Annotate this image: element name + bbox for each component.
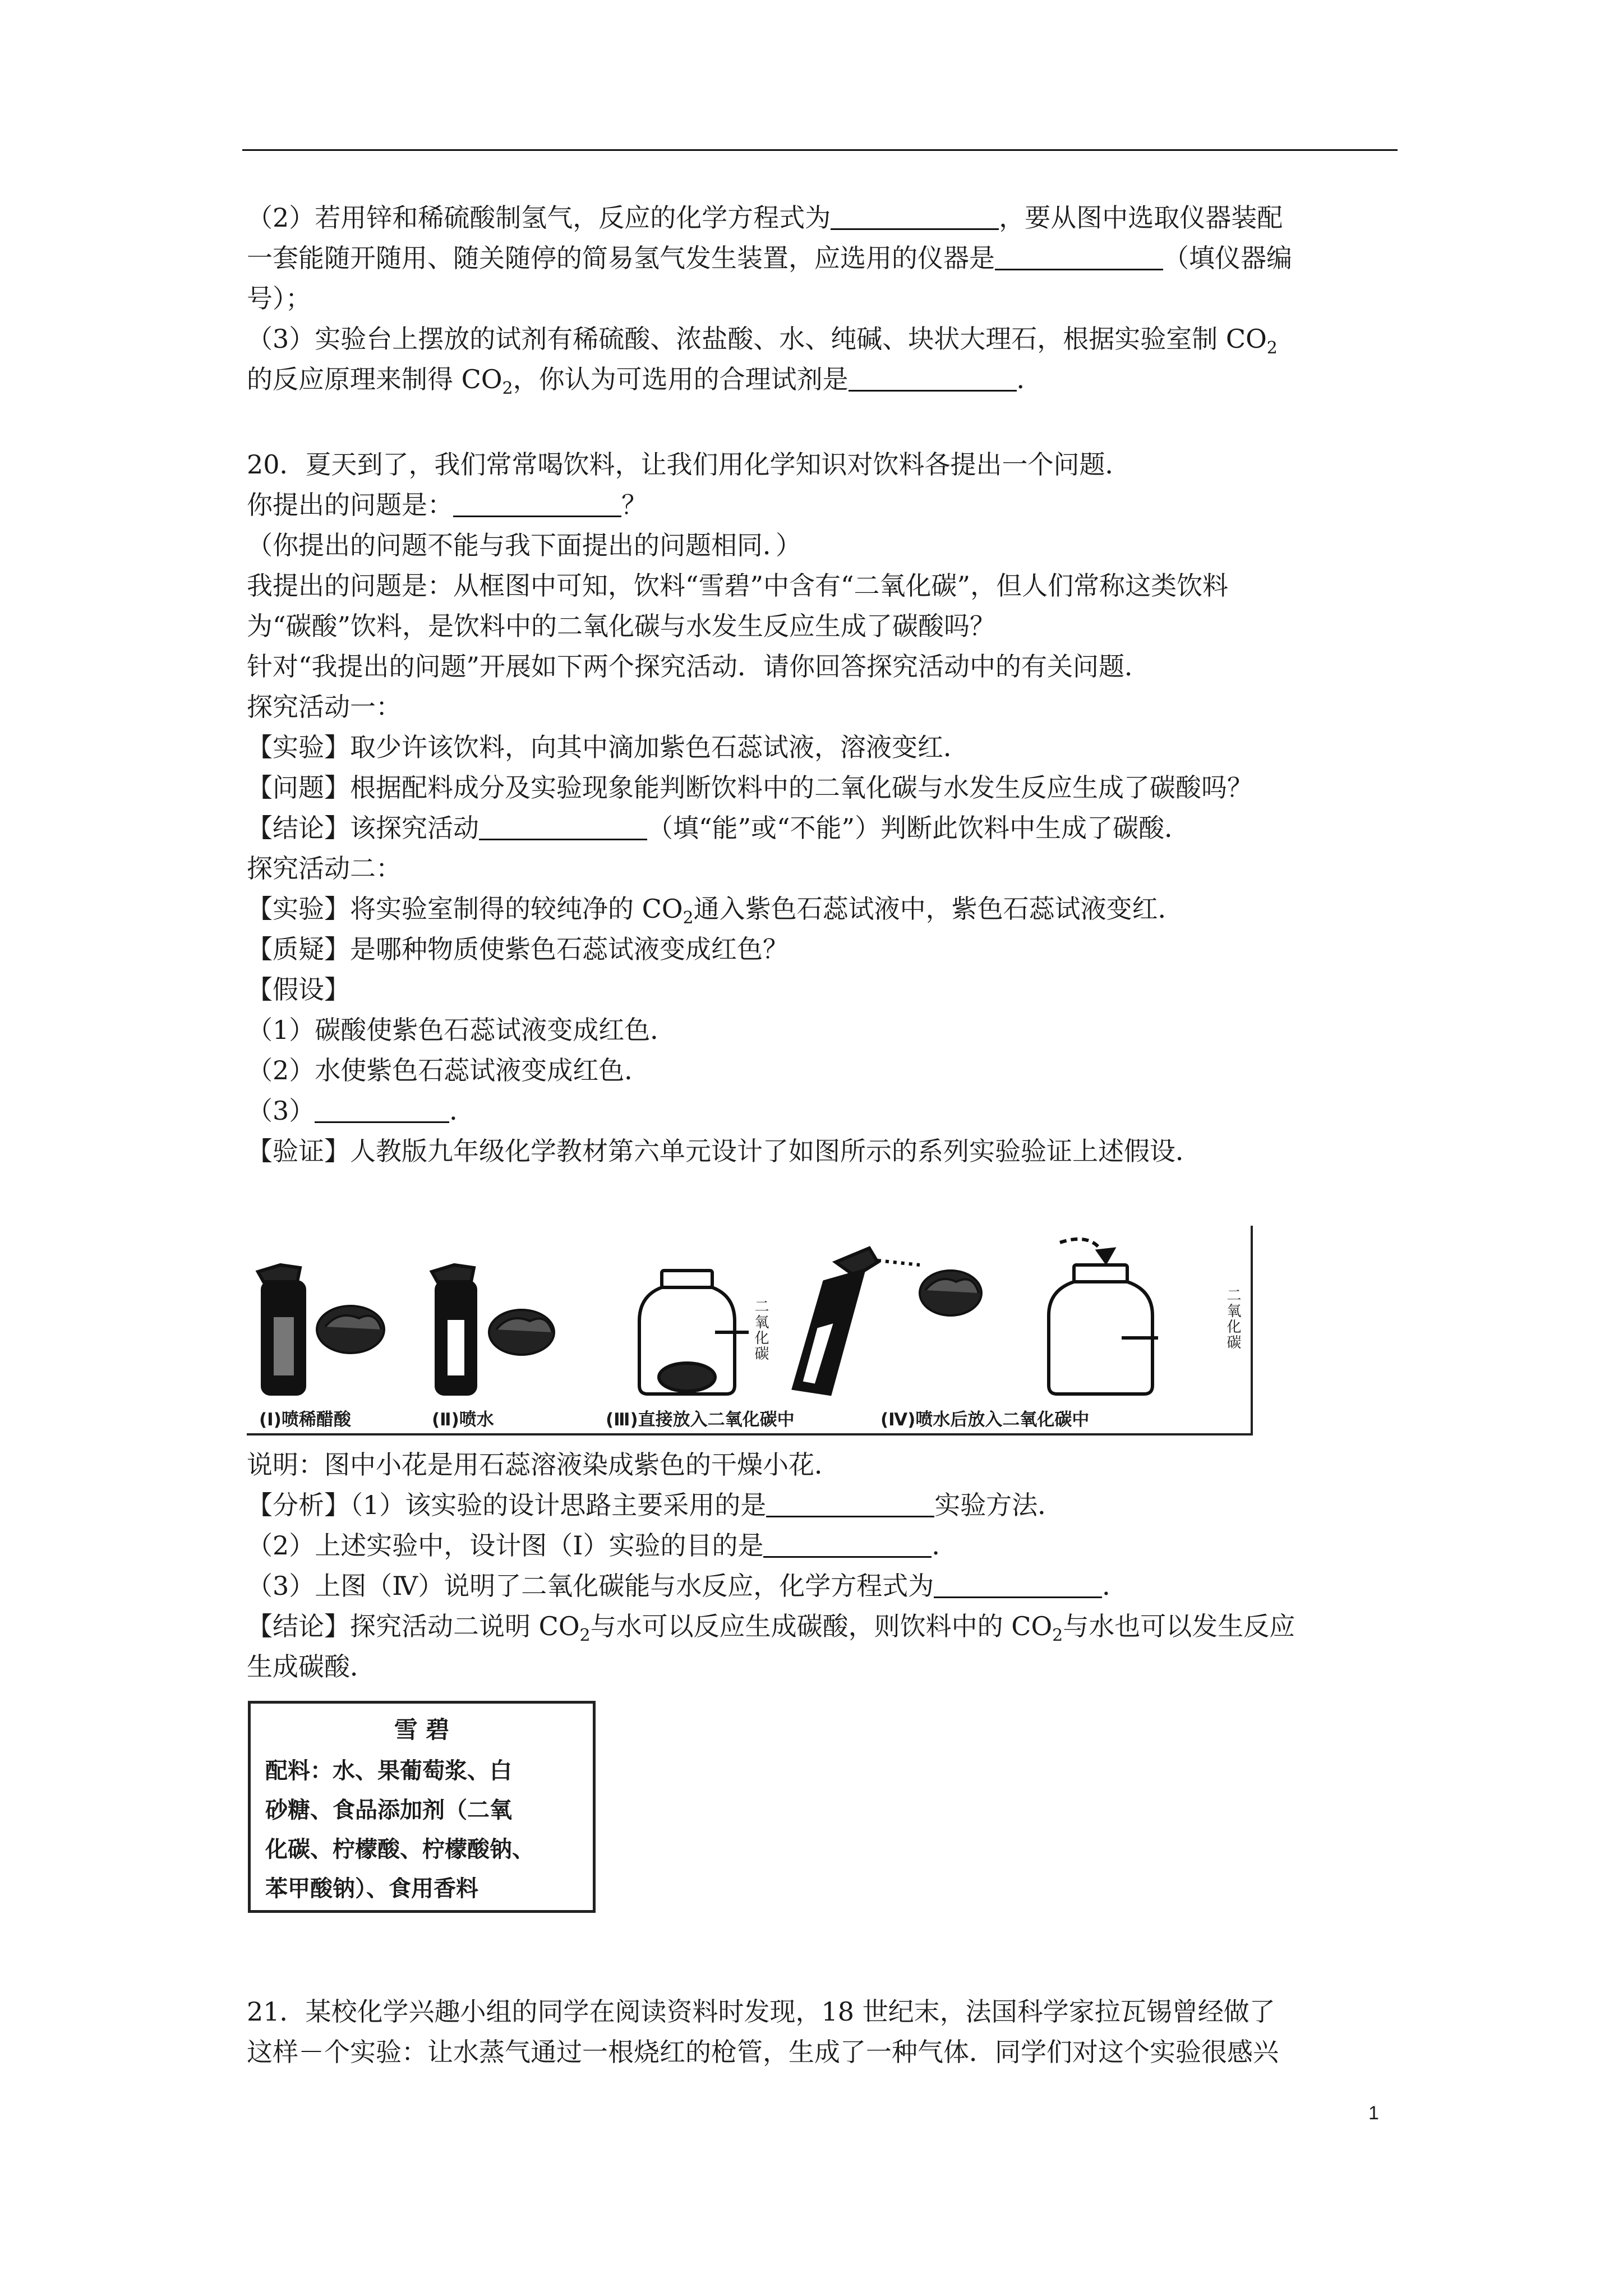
flower-4 <box>920 1271 981 1315</box>
text: （1）碳酸使紫色石蕊试液变成红色． <box>247 1015 676 1045</box>
label-title: 雪 碧 <box>394 1716 450 1743</box>
subscript: 2 <box>1266 338 1278 358</box>
text-line <box>247 808 1402 848</box>
text: 号）； <box>247 283 311 314</box>
text: ？ <box>621 490 647 520</box>
label-line: 苯甲酸钠）、食用香料 <box>265 1876 478 1902</box>
text: 【验证】人教版九年级化学教材第六单元设计了如图所示的系列实验验证上述假设． <box>247 1136 1201 1166</box>
caption-2: (Ⅱ)喷水 <box>432 1410 494 1430</box>
text-line <box>247 848 1402 889</box>
answer-blank[interactable] <box>315 1093 449 1123</box>
spray-bottle-1 <box>258 1265 305 1394</box>
spray-bottle-2 <box>432 1265 476 1394</box>
text: 【质疑】是哪种物质使紫色石蕊试液变成红色？ <box>247 934 789 964</box>
text-line <box>247 278 1402 319</box>
subscript: 2 <box>579 1626 591 1646</box>
analysis-text <box>247 1444 1402 1687</box>
spray-bottle-4 <box>794 1248 920 1394</box>
text: 探究活动一： <box>247 692 402 722</box>
text: （2）水使紫色石蕊试液变成红色． <box>247 1055 651 1085</box>
caption-1: (Ⅰ)喷稀醋酸 <box>259 1410 351 1430</box>
text-line <box>247 1606 1402 1646</box>
text: （3）上图（Ⅳ）说明了二氧化碳能与水反应，化学方程式为 <box>247 1571 934 1601</box>
text: ． <box>1102 1571 1128 1601</box>
question-20-title <box>247 444 1402 485</box>
text: ． <box>1016 364 1043 394</box>
question-21 <box>247 1991 1402 2072</box>
text-line <box>247 1444 1402 1485</box>
jar-4 <box>1049 1239 1158 1394</box>
text: 【假设】 <box>247 974 350 1005</box>
text-line <box>247 1991 1402 2032</box>
text-line <box>247 238 1402 278</box>
text: ，你认为可选用的合理试剂是 <box>513 364 849 394</box>
text-line <box>247 1525 1402 1566</box>
page-number: 1 <box>1368 2102 1379 2124</box>
answer-blank[interactable] <box>479 811 647 840</box>
text: 【问题】根据配料成分及实验现象能判断饮料中的二氧化碳与水发生反应生成了碳酸吗？ <box>247 772 1253 803</box>
text: 你提出的问题是： <box>247 490 453 520</box>
answer-blank[interactable] <box>453 487 621 517</box>
text: 我提出的问题是：从框图中可知，饮料“雪碧”中含有“二氧化碳”，但人们常称这类饮料 <box>247 570 1229 601</box>
text: ． <box>932 1530 958 1561</box>
text: 这样－个实验：让水蒸气通过一根烧红的枪管，生成了一种气体．同学们对这个实验很感兴 <box>247 2037 1279 2067</box>
label-line: 配料：水、果葡萄浆、白 <box>265 1758 512 1784</box>
text: （3）实验台上摆放的试剂有稀硫酸、浓盐酸、水、纯碱、块状大理石，根据实验室制 CO <box>247 324 1267 354</box>
text: （3） <box>247 1096 315 1126</box>
text-line <box>247 929 1402 969</box>
text: 20．夏天到了，我们常常喝饮料，让我们用化学知识对饮料各提出一个问题． <box>247 449 1131 480</box>
figure-captions <box>247 1401 1251 1430</box>
text: 【结论】探究活动二说明 CO <box>247 1611 580 1641</box>
text-line <box>247 525 1402 565</box>
main-text <box>247 197 1402 1171</box>
co2-label-2: 二氧化碳 <box>1224 1287 1241 1350</box>
text-line <box>247 1050 1402 1091</box>
text: 生成碳酸． <box>247 1651 376 1682</box>
text: 说明：图中小花是用石蕊溶液染成紫色的干燥小花． <box>247 1450 840 1480</box>
subscript: 2 <box>683 908 694 928</box>
text: （2）上述实验中，设计图（Ⅰ）实验的目的是 <box>247 1530 764 1561</box>
text-line <box>247 197 1402 238</box>
text-line <box>247 1131 1402 1171</box>
caption-3: (Ⅲ)直接放入二氧化碳中 <box>606 1410 795 1430</box>
experiment-figure <box>247 1226 1253 1435</box>
text-line <box>247 319 1402 359</box>
text-line <box>247 2032 1402 2072</box>
label-line: 化碳、柠檬酸、柠檬酸钠、 <box>265 1837 534 1862</box>
text: ． <box>449 1096 476 1126</box>
flower-1 <box>317 1306 384 1353</box>
answer-blank[interactable] <box>763 1528 932 1558</box>
text: 的反应原理来制得 CO <box>247 364 502 394</box>
text: （填“能”或“不能”）判断此饮料中生成了碳酸． <box>647 813 1191 843</box>
sprite-ingredient-label <box>248 1701 596 1913</box>
text-line <box>247 969 1402 1010</box>
text-line <box>247 646 1402 687</box>
answer-blank[interactable] <box>995 241 1163 270</box>
answer-blank[interactable] <box>934 1568 1102 1598</box>
jar-3 <box>639 1271 749 1394</box>
text: （你提出的问题不能与我下面提出的问题相同．） <box>247 530 801 560</box>
text: 探究活动二： <box>247 853 402 884</box>
caption-4: (Ⅳ)喷水后放入二氧化碳中 <box>880 1410 1090 1430</box>
text-line <box>247 767 1402 808</box>
text-line <box>247 727 1402 767</box>
text-line <box>247 485 1402 525</box>
text-line <box>247 687 1402 727</box>
text: ，要从图中选取仪器装配 <box>999 203 1283 233</box>
text: （2）若用锌和稀硫酸制氢气，反应的化学方程式为 <box>247 203 831 233</box>
text: 21．某校化学兴趣小组的同学在阅读资料时发现，18 世纪末，法国科学家拉瓦锡曾经做了 <box>247 1996 1275 2027</box>
text-line <box>247 1566 1402 1606</box>
answer-blank[interactable] <box>766 1488 934 1517</box>
answer-blank[interactable] <box>831 200 999 230</box>
text-line <box>247 1646 1402 1687</box>
text-line <box>247 889 1402 929</box>
text: 与水可以反应生成碳酸，则饮料中的 CO <box>590 1611 1053 1641</box>
text-line <box>247 565 1402 606</box>
text: 实验方法． <box>934 1490 1064 1520</box>
text-line <box>247 606 1402 646</box>
text: 【实验】取少许该饮料，向其中滴加紫色石蕊试液，溶液变红． <box>247 732 969 762</box>
subscript: 2 <box>502 379 513 399</box>
subscript: 2 <box>1052 1626 1063 1646</box>
experiment-illustration <box>247 1226 1251 1401</box>
label-line: 砂糖、食品添加剂（二氧 <box>265 1797 512 1823</box>
text: 与水也可以发生反应 <box>1063 1611 1295 1641</box>
text: 【结论】该探究活动 <box>247 813 479 843</box>
co2-label-1: 二氧化碳 <box>752 1299 769 1361</box>
text: 一套能随开随用、随关随停的简易氢气发生装置，应选用的仪器是 <box>247 243 995 273</box>
text: 【分析】（1）该实验的设计思路主要采用的是 <box>247 1490 767 1520</box>
text: （填仪器编 <box>1163 243 1292 273</box>
flower-2 <box>489 1310 554 1355</box>
text: 针对“我提出的问题”开展如下两个探究活动．请你回答探究活动中的有关问题． <box>247 651 1151 682</box>
text-line <box>247 1010 1402 1050</box>
text: 为“碳酸”饮料，是饮料中的二氧化碳与水发生反应生成了碳酸吗？ <box>247 611 996 641</box>
text: 【实验】将实验室制得的较纯净的 CO <box>247 894 683 924</box>
answer-blank[interactable] <box>849 362 1017 392</box>
text: 通入紫色石蕊试液中，紫色石蕊试液变红． <box>693 894 1184 924</box>
text-line <box>247 1091 1402 1131</box>
header-rule <box>242 149 1398 151</box>
text-line <box>247 1485 1402 1525</box>
text-line <box>247 359 1402 399</box>
